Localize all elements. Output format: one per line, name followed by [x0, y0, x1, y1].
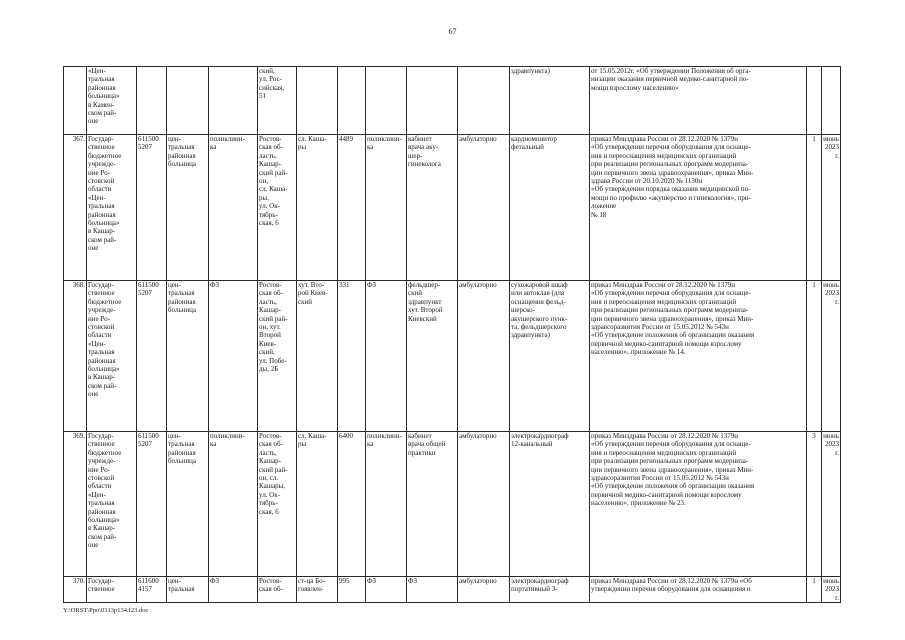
- unit-type-cell: [366, 67, 407, 135]
- institution-code-cell: 611500 5207: [137, 281, 167, 432]
- unit-profile-cell: ФЗ: [209, 281, 258, 432]
- equipment-cell: электрокардиограф 12-канальный: [510, 432, 590, 577]
- row-number-cell: 370.: [64, 577, 87, 603]
- table-row: [64, 432, 841, 577]
- settlement-cell: [297, 67, 338, 135]
- care-form-cell: [458, 67, 510, 135]
- settlement-cell: хут. Вто- рой Киев- ский: [297, 281, 338, 432]
- institution-type-cell: цен- тральная районная больница: [167, 432, 209, 577]
- care-form-cell: амбулаторно: [458, 432, 510, 577]
- term-cell: июнь 2023 г.: [822, 432, 841, 577]
- settlement-cell: сл. Каша- ры: [297, 135, 338, 281]
- equipment-table: [63, 66, 841, 603]
- term-cell: июнь 2023 г.: [823, 577, 839, 602]
- address-cell: ский, ул. Рос- сийская, 51: [258, 67, 297, 135]
- page-number: 67: [448, 27, 457, 36]
- row-number-cell: 369.: [64, 432, 87, 577]
- table-row: [64, 135, 841, 281]
- institution-name-cell: Государ- ственное бюджетное учрежде- ние Ро- стовской области «Цен- тральная районная больница» в Кашар- ском рай- оне: [87, 432, 137, 577]
- institution-type-cell: [167, 67, 209, 135]
- unit-profile-cell: ФЗ: [209, 577, 258, 603]
- unit-type-cell: поликлини- ка: [366, 432, 407, 577]
- institution-type-cell: цен- тральная районная больница: [167, 135, 209, 281]
- regulation-cell: приказ Минздрава России от 28.12.2020 № 1379н «Об утверждении перечня оборудования для оснаще- ния и переоснащения медицинских организаций при реализации региональных программ модерниза- ции первичного звена здравоохранения», приказ Мин- здрава России от 20.10.2020 № 1130н «Об утверждении порядка оказания медицинской по- мощи по профилю «акушерство и гинекология», при- ложение № 18: [590, 135, 807, 281]
- population-cell: 331: [338, 281, 366, 432]
- population-cell: [338, 67, 366, 135]
- care-form-cell: амбулаторно: [458, 577, 510, 603]
- regulation-cell: приказ Минздрава России от 28.12.2020 № 1379н «Об утверждении перечня оборудования для оснаще- ния и переоснащения медицинских организаций при реализации региональных программ модерниза- ции первичного звена здравоохранения», приказ Мин- здравсоразвития России от 15.05.2012 № 543н «Об утверждение положения об организации оказания первичной медико-санитарной помощи взрослому населению», приложение № 23.: [590, 432, 807, 577]
- population-cell: 4489: [338, 135, 366, 281]
- equipment-cell: кардиомонитор фетальный: [510, 135, 590, 281]
- institution-name-cell: Государ- ственное бюджетное учрежде- ние Ро- стовской области «Цен- тральная районная больница» в Кашар- ском рай- оне: [87, 135, 137, 281]
- care-form-cell: амбулаторно: [458, 135, 510, 281]
- unit-name-cell: [407, 67, 458, 135]
- institution-code-cell: 611500 5207: [137, 135, 167, 281]
- institution-code-cell: [137, 67, 167, 135]
- table-row: [64, 67, 841, 135]
- unit-profile-cell: [209, 67, 258, 135]
- row-number-cell: 368.: [64, 281, 87, 432]
- settlement-cell: сл. Каша- ры: [297, 432, 338, 577]
- population-cell: 6400: [338, 432, 366, 577]
- table-row: [64, 577, 841, 603]
- unit-name-cell: кабинет врача общей практики: [407, 432, 458, 577]
- equipment-cell: сухожаровой шкаф или автоклав (для оснащения фельд- шерско- акушерского пунк- та, фельдшерского здравпункта): [510, 281, 590, 432]
- address-cell: Ростов- ская об- ласть, Кашар- ский рай- он, сл. Каша- ры, ул. Ок- тябрь- ская, 6: [258, 135, 297, 281]
- footer-file-path: Y:\ORST\Ppo\0313p134.f23.doc: [63, 607, 149, 614]
- term-cell: июнь 2023 г.: [822, 135, 841, 281]
- address-cell: Ростов- ская об-: [258, 577, 297, 603]
- regulation-cell: от 15.05.2012г. «Об утверждении Положения об орга- низации оказания первичной медико-санитарной по- мощи взрослому населению»: [590, 67, 807, 135]
- unit-type-cell: поликлини- ка: [366, 135, 407, 281]
- term-cell: июнь 2023 г.: [822, 281, 841, 432]
- unit-type-cell: ФЗ: [366, 577, 407, 603]
- row-number-cell: 367.: [64, 135, 87, 281]
- institution-name-cell: Государ- ственное: [87, 577, 137, 603]
- address-cell: Ростов- ская об- ласть, Кашар- ский рай- он, хут. Второй Киев- ский, ул. Побе- ды, 2Б: [258, 281, 297, 432]
- quantity-cell: 1: [807, 281, 822, 432]
- unit-profile-cell: поликлини- ка: [209, 432, 258, 577]
- unit-profile-cell: поликлини- ка: [209, 135, 258, 281]
- care-form-cell: амбулаторно: [458, 281, 510, 432]
- table-row: [64, 281, 841, 432]
- institution-name-cell: Государ- ственное бюджетное учрежде- ние Ро- стовской области «Цен- тральная районная больница» в Кашар- ском рай- оне: [87, 281, 137, 432]
- quantity-cell: [807, 67, 822, 135]
- address-cell: Ростов- ская об- ласть, Кашар- ский рай- он, сл. Кашары, ул. Ок- тябрь- ская, 6: [258, 432, 297, 577]
- quantity-cell: 1: [807, 577, 822, 603]
- unit-name-cell: ФЗ: [407, 577, 458, 603]
- institution-name-cell: «Цен- тральная районная больница» в Камен- ском рай- оне: [87, 67, 137, 135]
- unit-name-cell: фельдшер- ский здравпункт хут. Второй Киевский: [407, 281, 458, 432]
- institution-code-cell: 611600 4157: [137, 577, 167, 603]
- regulation-cell: приказ Минздрав России от 28.12.2020 № 1379н «Об утверждении перечня оборудования для оснаще- ния и переоснащения медицинских организаций при реализации региональных программ модерниза- ции первичного звена здравоохранения», приказ Мин- здравсоразвития России от 15.05.2012 № 543н «Об утверждение положения об организации оказания первичной медико-санитарной помощи взрослому населению», приложение № 14.: [590, 281, 807, 432]
- quantity-cell: 3: [807, 432, 822, 577]
- equipment-cell: здравпункта): [510, 67, 590, 135]
- quantity-cell: 1: [807, 135, 822, 281]
- unit-name-cell: кабинет врача аку- шер- гинеколога: [407, 135, 458, 281]
- institution-type-cell: цен- тральная: [167, 577, 209, 603]
- row-number-cell: [64, 67, 87, 135]
- settlement-cell: ст-ца Бо- гоявлен-: [297, 577, 338, 603]
- term-cell: [822, 67, 841, 135]
- regulation-cell: приказ Минздрава России от 28.12.2020 № 1379н «Об утверждении перечня оборудования для оснащения и: [590, 577, 807, 603]
- population-cell: 995: [338, 577, 366, 603]
- institution-code-cell: 611500 5207: [137, 432, 167, 577]
- equipment-cell: электрокардиограф портативный 3-: [510, 577, 590, 603]
- institution-type-cell: цен- тральная районная больница: [167, 281, 209, 432]
- unit-type-cell: ФЗ: [366, 281, 407, 432]
